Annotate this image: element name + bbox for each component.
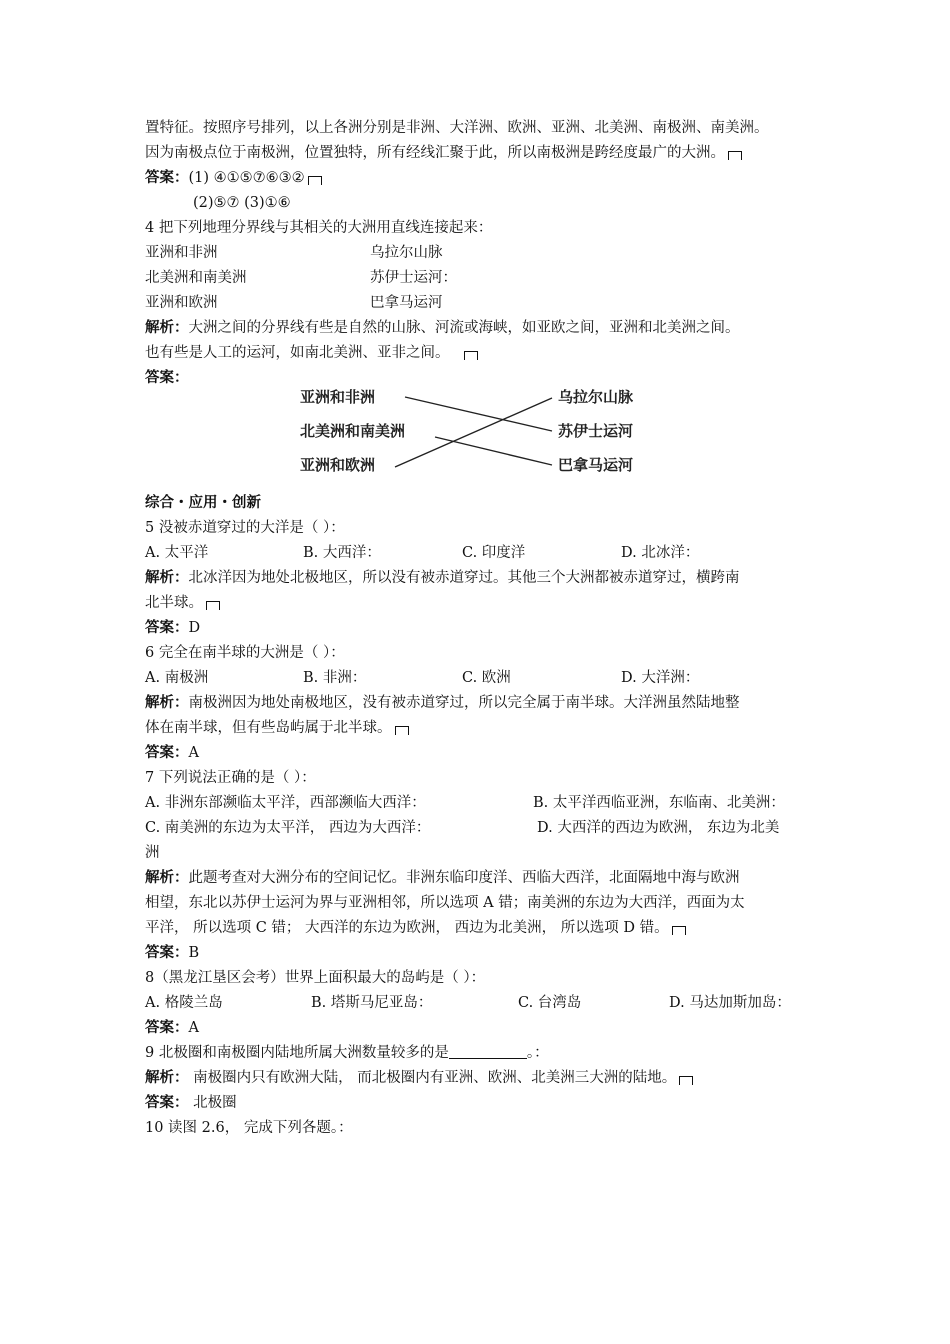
- q7-analysis-line-3: 平洋， 所以选项 C 错； 大西洋的东边为欧洲， 西边为北美洲， 所以选项 D 错。: [145, 918, 686, 938]
- q5-option-a: A. 太平洋: [145, 545, 209, 561]
- diagram-left-3: 亚洲和欧洲: [300, 456, 376, 474]
- diagram-left-2: 北美洲和南美洲: [300, 422, 406, 440]
- q8-option-d: D. 马达加斯加岛：: [669, 995, 791, 1011]
- q6-option-b: B. 非洲：: [303, 670, 367, 686]
- diagram-right-3: 巴拿马运河: [558, 456, 634, 474]
- q6-stem: 6 完全在南半球的大洲是（ ）：: [145, 645, 345, 661]
- diagram-right-2: 苏伊士运河: [558, 422, 634, 440]
- return-mark-icon: [395, 726, 409, 735]
- q7-option-c: C. 南美洲的东边为太平洋， 西边为大西洋：: [145, 820, 431, 836]
- q9-stem: 9 北极圈和南极圈内陆地所属大洲数量较多的是 。：: [145, 1045, 549, 1061]
- q6-analysis-line-2: 体在南半球，但有些岛屿属于北半球。: [145, 718, 409, 738]
- q3-text-line-2: 因为南极点位于南极洲，位置独特，所有经线汇聚于此，所以南极洲是跨经度最广的大洲。: [145, 143, 742, 163]
- q4-answer-diagram: [300, 383, 660, 483]
- q7-option-b: B. 太平洋西临亚洲，东临南、北美洲：: [533, 795, 785, 811]
- q4-left-2: 北美洲和南美洲: [145, 270, 247, 286]
- q4-answer: 答案：: [145, 370, 189, 386]
- return-mark-icon: [679, 1076, 693, 1085]
- q6-analysis-line-1: 解析：南极洲因为地处南极地区，没有被赤道穿过，所以完全属于南半球。大洋洲虽然陆地整: [145, 695, 740, 711]
- answer-blank: [449, 1044, 527, 1059]
- q5-answer: 答案：D: [145, 620, 201, 636]
- q4-right-1: 乌拉尔山脉: [370, 245, 443, 261]
- section-title: 综合・应用・创新: [145, 495, 261, 511]
- q7-analysis-line-2: 相望，东北以苏伊士运河为界与亚洲相邻，所以选项 A 错；南美洲的东边为大西洋，西面为太: [145, 895, 745, 911]
- q9-answer: 答案： 北极圈: [145, 1095, 237, 1111]
- q8-option-c: C. 台湾岛: [518, 995, 582, 1011]
- diagram-right-1: 乌拉尔山脉: [558, 388, 634, 406]
- q8-option-b: B. 塔斯马尼亚岛：: [311, 995, 433, 1011]
- q5-option-b: B. 大西洋：: [303, 545, 381, 561]
- q6-answer: 答案：A: [145, 745, 199, 761]
- q3-answer-line-2: (2)⑤⑦ (3)①⑥: [193, 195, 291, 211]
- return-mark-icon: [464, 351, 478, 360]
- q7-option-a: A. 非洲东部濒临太平洋，西部濒临大西洋：: [145, 795, 426, 811]
- q6-option-d: D. 大洋洲：: [621, 670, 700, 686]
- q4-left-3: 亚洲和欧洲: [145, 295, 218, 311]
- q6-option-a: A. 南极洲: [145, 670, 209, 686]
- q5-analysis-line-2: 北半球。: [145, 593, 220, 613]
- diagram-line-asia-europe: [395, 398, 552, 467]
- q4-left-1: 亚洲和非洲: [145, 245, 218, 261]
- return-mark-icon: [206, 601, 220, 610]
- q4-right-3: 巴拿马运河: [370, 295, 443, 311]
- q4-analysis-line-2: 也有些是人工的运河，如南北美洲、亚非之间。: [145, 343, 478, 363]
- diagram-left-1: 亚洲和非洲: [300, 388, 376, 406]
- q5-analysis-line-1: 解析：北冰洋因为地处北极地区，所以没有被赤道穿过。其他三个大洲都被赤道穿过，横跨南: [145, 570, 740, 586]
- return-mark-icon: [728, 151, 742, 160]
- q7-option-d-continued: 洲: [145, 845, 160, 861]
- q5-option-d: D. 北冰洋：: [621, 545, 700, 561]
- q5-stem: 5 没被赤道穿过的大洋是（ ）：: [145, 520, 345, 536]
- q7-answer: 答案：B: [145, 945, 200, 961]
- q8-stem: 8（黑龙江垦区会考）世界上面积最大的岛屿是（ ）：: [145, 970, 486, 986]
- q3-answer: 答案：(1) ④①⑤⑦⑥③②: [145, 168, 322, 188]
- q9-analysis: 解析： 南极圈内只有欧洲大陆， 而北极圈内有亚洲、欧洲、北美洲三大洲的陆地。: [145, 1068, 693, 1088]
- q7-option-d: D. 大西洋的西边为欧洲， 东边为北美: [537, 820, 780, 836]
- q4-stem: 4 把下列地理分界线与其相关的大洲用直线连接起来：: [145, 220, 493, 236]
- return-mark-icon: [672, 926, 686, 935]
- return-mark-icon: [308, 176, 322, 185]
- q5-option-c: C. 印度洋: [462, 545, 526, 561]
- q10-stem: 10 读图 2.6， 完成下列各题。：: [145, 1120, 353, 1136]
- q8-option-a: A. 格陵兰岛: [145, 995, 223, 1011]
- q8-answer: 答案：A: [145, 1020, 199, 1036]
- q4-analysis-line-1: 解析：大洲之间的分界线有些是自然的山脉、河流或海峡，如亚欧之间，亚洲和北美洲之间。: [145, 320, 740, 336]
- q6-option-c: C. 欧洲: [462, 670, 511, 686]
- q4-right-2: 苏伊士运河：: [370, 270, 457, 286]
- q3-text-line-1: 置特征。按照序号排列，以上各洲分别是非洲、大洋洲、欧洲、亚洲、北美洲、南极洲、南美洲。: [145, 120, 769, 136]
- q7-analysis-line-1: 解析：此题考查对大洲分布的空间记忆。非洲东临印度洋、西临大西洋，北面隔地中海与欧洲: [145, 870, 740, 886]
- q7-stem: 7 下列说法正确的是（ ）：: [145, 770, 316, 786]
- diagram-line-asia-africa: [405, 397, 552, 431]
